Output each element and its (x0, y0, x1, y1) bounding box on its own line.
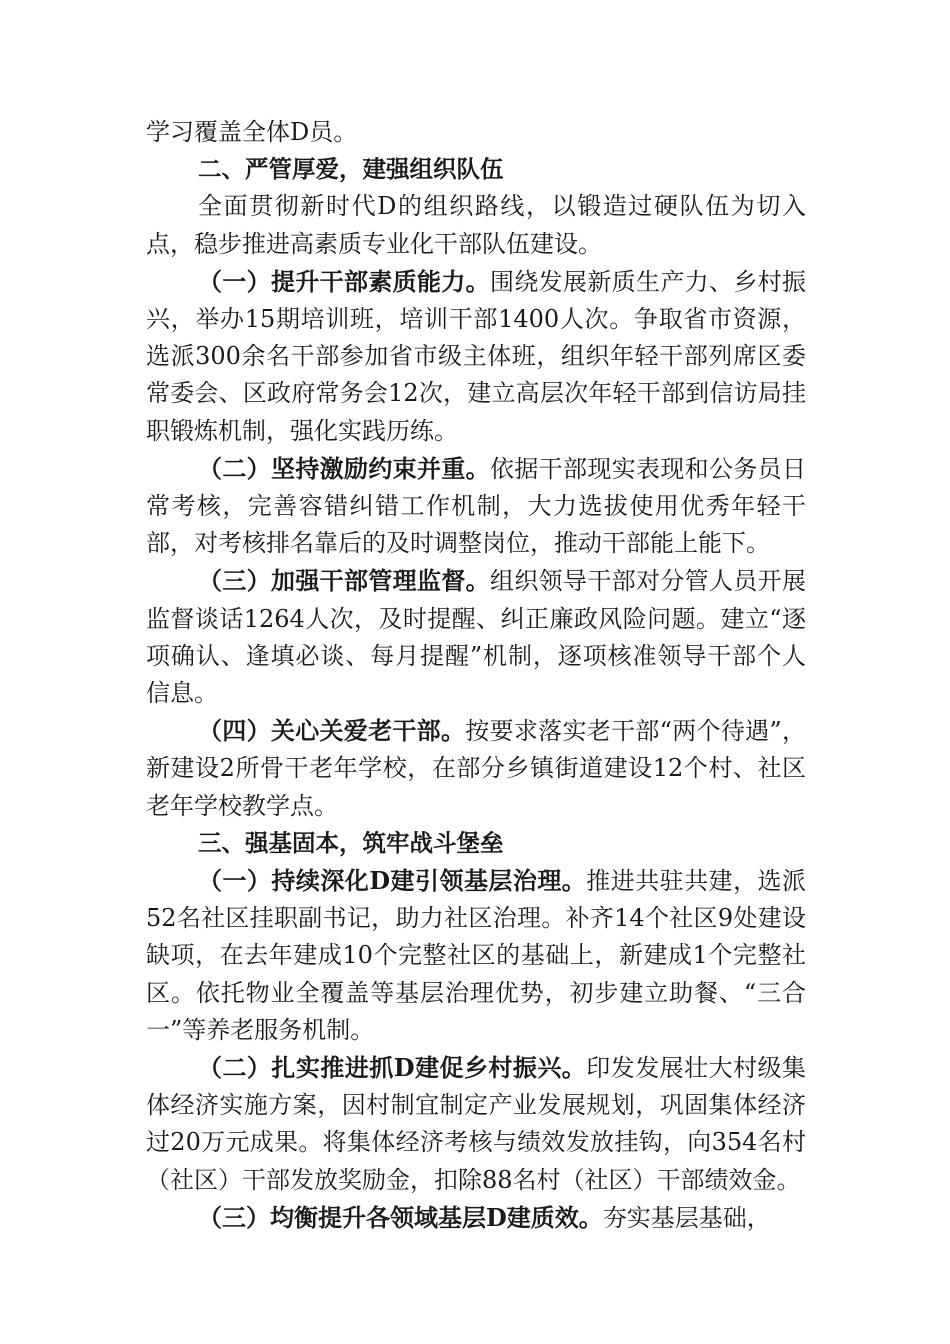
subsection-2-1 (146, 263, 806, 450)
subsection-body: 围绕发展新质生产力、乡村振兴，举办15期培训班，培训干部1400人次。争取省市资源，选派300余名干部参加省市级主体班，组织年轻干部列席区委常委会、区政府常务会12次，建立高层次年轻干部到信访局挂职锻炼机制，强化实践历练。 (146, 267, 806, 445)
subsection-lead: （一）持续深化D建引领基层治理。 (198, 866, 587, 896)
section-heading-2: 二、严管厚爱，建强组织队伍 (198, 155, 504, 184)
subsection-body: 依据干部现实表现和公务员日常考核，完善容错纠错工作机制，大力选拔使用优秀年轻干部，对考核排名靠后的及时调整岗位，推动干部能上能下。 (146, 454, 806, 558)
subsection-body: 组织领导干部对分管人员开展监督谈话1264人次，及时提醒、纠正廉政风险问题。建立“逐项确认、逢填必谈、每月提醒”机制，逐项核准领导干部个人信息。 (146, 567, 806, 708)
subsection-body: 印发发展壮大村级集体经济实施方案，因村制宜制定产业发展规划，巩固集体经济过20万元成果。将集体经济考核与绩效发放挂钩，向354名村（社区）干部发放奖励金，扣除88名村（社区）干部绩效金。 (146, 1054, 807, 1194)
subsection-body: 按要求落实老干部“两个待遇”，新建设2所骨干老年学校，在部分乡镇街道建设12个村、社区老年学校教学点。 (146, 717, 806, 820)
subsection-2-3 (146, 562, 806, 712)
subsection-lead: （二）扎实推进抓D建促乡村振兴。 (198, 1053, 587, 1083)
subsection-lead: （一）提升干部素质能力。 (198, 266, 490, 296)
subsection-3-2 (146, 1049, 806, 1199)
paragraph-text: 学习覆盖全体D员。 (146, 118, 358, 146)
subsection-body: 夯实基层基础， (602, 1203, 771, 1232)
subsection-2-2 (146, 450, 806, 563)
subsection-lead: （四）关心关爱老干部。 (198, 716, 466, 746)
section-heading-3: 三、强基固本，筑牢战斗堡垒 (198, 828, 504, 857)
subsection-3-1 (146, 862, 806, 1049)
subsection-body: 推进共驻共建，选派52名社区挂职副书记，助力社区治理。补齐14个社区9处建设缺项，在去年建成10个完整社区的基础上，新建成1个完整社区。依托物业全覆盖等基层治理优势，初步建立助餐、“三合一”等养老服务机制。 (146, 867, 807, 1044)
paragraph-text: 全面贯彻新时代D的组织路线，以锻造过硬队伍为切入点，稳步推进高素质专业化干部队伍建设。 (146, 192, 806, 258)
subsection-lead: （三）均衡提升各领域基层D建质效。 (198, 1202, 603, 1232)
section-intro-paragraph (146, 188, 806, 262)
subsection-lead: （二）坚持激励约束并重。 (198, 453, 490, 483)
paragraph-continued (146, 114, 806, 151)
subsection-3-3 (146, 1199, 806, 1237)
document-body (146, 114, 806, 1237)
subsection-lead: （三）加强干部管理监督。 (198, 566, 490, 596)
subsection-2-4 (146, 712, 806, 825)
